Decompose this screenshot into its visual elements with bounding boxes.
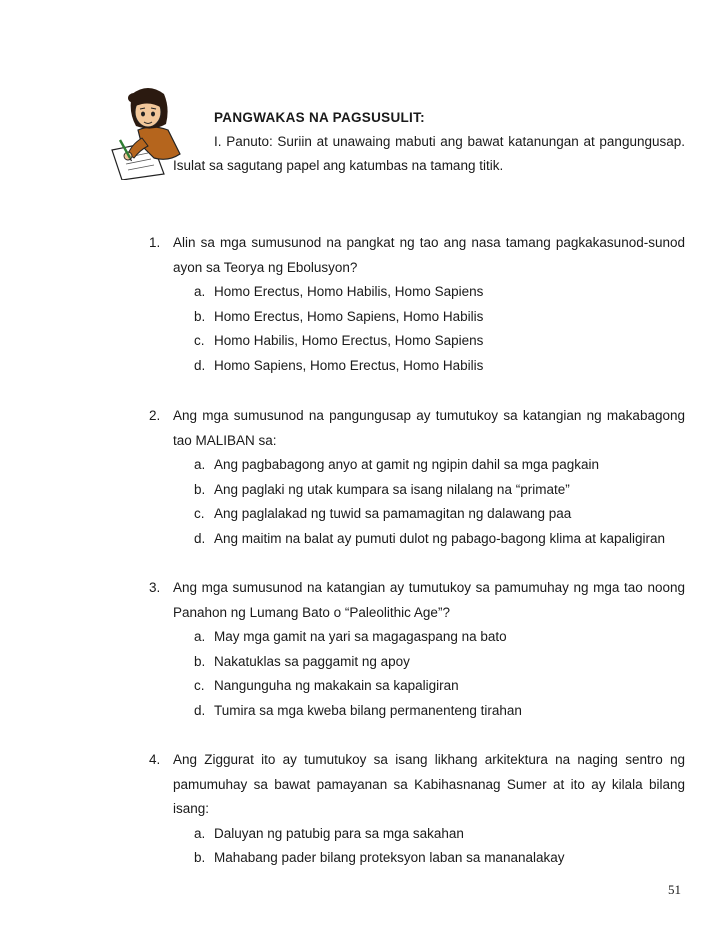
choice-item <box>194 478 685 503</box>
choice-letter: a. <box>194 284 206 299</box>
exam-title: PANGWAKAS NA PAGSUSULIT: <box>214 110 425 125</box>
choice-letter: b. <box>194 653 206 669</box>
choice-text: Tumira sa mga kweba bilang permanenteng tirahan <box>214 702 522 718</box>
choice-item <box>194 650 685 675</box>
choice-text: Homo Erectus, Homo Habilis, Homo Sapiens <box>214 284 484 299</box>
choice-text: May mga gamit na yari sa magagaspang na bato <box>214 629 507 644</box>
choice-letter: b. <box>194 850 206 865</box>
choice-item <box>194 527 685 552</box>
choice-text: Ang maitim na balat ay pumuti dulot ng pabago-bagong klima at kapaligiran <box>214 530 666 546</box>
choice-letter: b. <box>194 481 206 497</box>
choice-item <box>194 354 685 379</box>
choice-letter: d. <box>194 530 206 546</box>
question-number: 2. <box>149 408 161 423</box>
choice-text: Ang paglalakad ng tuwid sa pamamagitan ng dalawang paa <box>214 506 572 521</box>
choice-text: Nakatuklas sa paggamit ng apoy <box>214 653 410 669</box>
choice-item <box>194 453 685 478</box>
question-3 <box>149 576 685 723</box>
page-number: 51 <box>668 882 681 897</box>
choice-text: Homo Erectus, Homo Sapiens, Homo Habilis <box>214 308 484 324</box>
choice-list <box>149 822 685 871</box>
choice-text: Homo Habilis, Homo Erectus, Homo Sapiens <box>214 333 484 348</box>
choice-letter: d. <box>194 702 206 718</box>
choice-text: Daluyan ng patubig para sa mga sakahan <box>214 825 464 841</box>
choice-item <box>194 625 685 650</box>
question-number: 4. <box>149 752 161 767</box>
choice-letter: a. <box>194 457 206 472</box>
directions-text: I. Panuto: Suriin at unawaing mabuti ang bawat katanungan at pangungusap. Isulat sa sagutang papel ang katumbas na tamang titik. <box>173 134 685 173</box>
choice-item <box>194 329 685 354</box>
question-stem: Ang mga sumusunod na katangian ay tumutukoy sa pamumuhay ng mga tao noong Panahon ng Lumang Bato o “Paleolithic Age”? <box>173 580 685 620</box>
choice-list <box>149 625 685 723</box>
choice-letter: c. <box>194 678 205 693</box>
question-stem: Ang Ziggurat ito ay tumutukoy sa isang likhang arkitektura na naging sentro ng pamumuhay sa bawat pamayanan sa Kabihasnanag Sumer at ito ay kilala bilang isang: <box>173 752 685 816</box>
choice-text: Nangunguha ng makakain sa kapaligiran <box>214 678 459 693</box>
choice-item <box>194 846 685 871</box>
choice-letter: c. <box>194 333 205 348</box>
question-stem: Alin sa mga sumusunod na pangkat ng tao ang nasa tamang pagkakasunod-sunod ayon sa Teorya ng Ebolusyon? <box>173 235 685 275</box>
choice-text: Mahabang pader bilang proteksyon laban sa mananalakay <box>214 850 565 865</box>
choice-item <box>194 699 685 724</box>
question-number: 3. <box>149 580 161 595</box>
choice-item <box>194 674 685 699</box>
choice-list <box>149 453 685 551</box>
question-stem: Ang mga sumusunod na pangungusap ay tumutukoy sa katangian ng makabagong tao MALIBAN sa: <box>173 408 685 448</box>
choice-text: Ang pagbabagong anyo at gamit ng ngipin dahil sa mga pagkain <box>214 457 600 472</box>
question-number: 1. <box>149 235 161 250</box>
choice-letter: d. <box>194 357 206 373</box>
choice-letter: a. <box>194 629 206 644</box>
choice-letter: c. <box>194 506 205 521</box>
choice-text: Homo Sapiens, Homo Erectus, Homo Habilis <box>214 357 484 373</box>
choice-item <box>194 280 685 305</box>
choice-list <box>149 280 685 378</box>
question-2 <box>149 404 685 551</box>
question-4 <box>149 748 685 871</box>
choice-letter: a. <box>194 825 206 841</box>
choice-letter: b. <box>194 308 206 324</box>
choice-item <box>194 305 685 330</box>
choice-item <box>194 502 685 527</box>
choice-text: Ang paglaki ng utak kumpara sa isang nilalang na “primate” <box>214 481 570 497</box>
question-1 <box>149 231 685 378</box>
choice-item <box>194 822 685 847</box>
